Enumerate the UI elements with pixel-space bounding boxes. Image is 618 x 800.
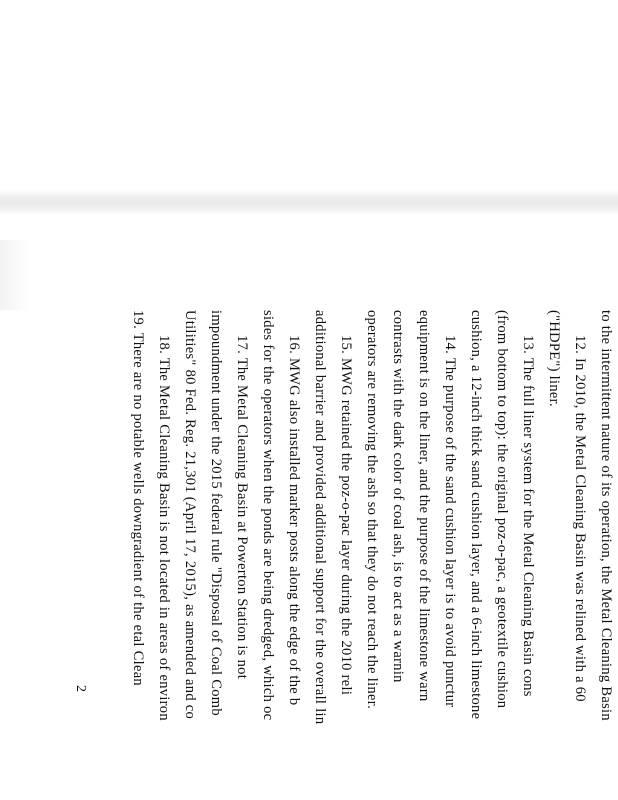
text-line: operators are removing the ash so that they do not reach the liner.: [364, 310, 380, 709]
text-line: Utilities" 80 Fed. Reg. 21,301 (April 17, 2015), as amended and co: [182, 310, 198, 720]
page-number: 2: [73, 685, 88, 692]
text-line: equipment is on the liner, and the purpose of the limestone warn: [416, 310, 432, 702]
text-line: contrasts with the dark color of coal ash, is to act as a warnin: [390, 310, 406, 683]
text-line: ("HDPE") liner.: [546, 310, 562, 407]
text-line: 12. In 2010, the Metal Cleaning Basin was relined with a 60: [572, 335, 588, 702]
text-line: additional barrier and provided additional support for the overall lin: [312, 310, 328, 725]
text-line: 13. The full liner system for the Metal Cleaning Basin cons: [520, 335, 536, 697]
text-line: 15. MWG retained the poz-o-pac layer during the 2010 reli: [338, 335, 354, 696]
text-line: cushion, a 12-inch thick sand cushion layer, and a 6-inch limestone: [468, 310, 484, 720]
text-line: impoundment under the 2015 federal rule "Disposal of Coal Comb: [208, 310, 224, 716]
text-line: 17. The Metal Cleaning Basin at Powerton Station is not: [234, 335, 250, 680]
text-line: 16. MWG also installed marker posts along the edge of the b: [286, 335, 302, 706]
text-line: to the intermittent nature of its operation, the Metal Cleaning Basin: [598, 310, 614, 721]
text-line: 14. The purpose of the sand cushion layer is to avoid punctur: [442, 335, 458, 708]
text-line: sides for the operators when the ponds are being dredged, which oc: [260, 310, 276, 721]
text-line: 19. There are no potable wells downgradient of the etal Clean: [130, 310, 146, 686]
text-line: (from bottom to top): the original poz-o-pac, a geotextile cushion: [494, 310, 510, 709]
text-line: 18. The Metal Cleaning Basin is not located in areas of environ: [156, 335, 172, 721]
